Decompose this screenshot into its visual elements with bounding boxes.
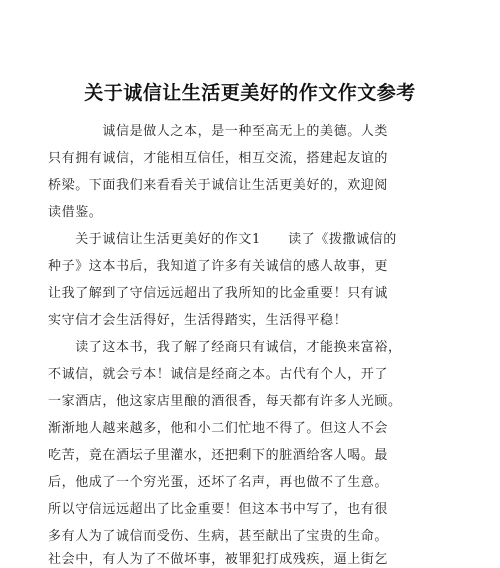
body-line: 所以守信远远超出了比金重要！但这本书中写了，也有很 — [48, 502, 389, 517]
body-line: 让我了解到了守信远远超出了我所知的比金重要！只有诚 — [48, 286, 389, 301]
body-line: 诚信是做人之本，是一种至高无上的美德。人类 — [48, 124, 389, 139]
body-line: 多有人为了诚信而受伤、生病，甚至献出了宝贵的生命。 — [48, 529, 389, 544]
body-line: 后，他成了一个穷光蛋，还坏了名声，再也做不了生意。 — [48, 475, 389, 490]
body-line: 种子》这本书后，我知道了许多有关诚信的感人故事，更 — [48, 259, 389, 274]
body-line: 桥梁。下面我们来看看关于诚信让生活更美好的，欢迎阅 — [48, 178, 389, 193]
document-title: 关于诚信让生活更美好的作文作文参考 — [84, 82, 416, 104]
body-line: 渐渐地人越来越多，他和小二们忙地不得了。但这人不会 — [48, 421, 389, 436]
body-line: 社会中，有人为了不做坏事，被罪犯打成残疾，逼上街乞 — [48, 552, 389, 567]
body-line: 关于诚信让生活更美好的作文1 读了《拨撒诚信的 — [48, 232, 397, 247]
body-line: 一家酒店，他这家店里酿的酒很香，每天都有许多人光顾。 — [48, 394, 402, 409]
body-line: 实守信才会生活得好，生活得踏实，生活得平稳！ — [48, 313, 348, 328]
body-line: 吃苦，竟在酒坛子里灌水，还把剩下的脏酒给客人喝。最 — [48, 448, 389, 463]
body-line: 不诚信，就会亏本！诚信是经商之本。古代有个人，开了 — [48, 367, 389, 382]
body-line: 读了这本书，我了解了经商只有诚信，才能换来富裕， — [48, 340, 402, 355]
body-line: 读借鉴。 — [48, 205, 103, 220]
body-line: 只有拥有诚信，才能相互信任，相互交流，搭建起友谊的 — [48, 151, 389, 166]
